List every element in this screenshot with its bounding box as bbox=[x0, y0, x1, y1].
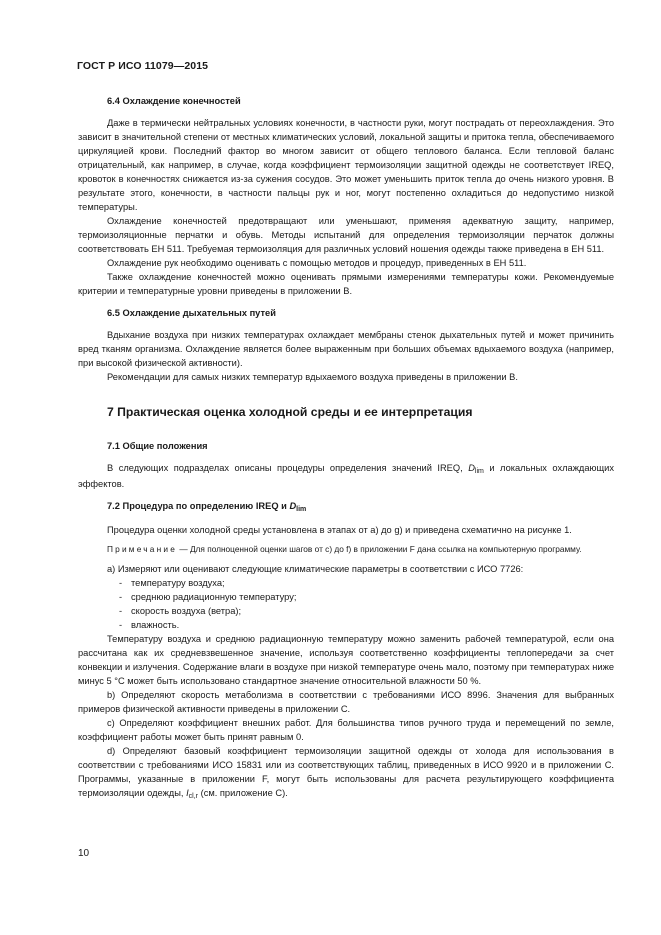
page-content bbox=[78, 94, 614, 802]
paragraph: Охлаждение рук необходимо оценивать с помощью методов и процедур, приведенных в ЕН 511. bbox=[107, 258, 527, 268]
heading-7: 7 Практическая оценка холодной среды и ее интерпретация bbox=[107, 405, 473, 419]
parameter-list bbox=[119, 576, 614, 632]
paragraph: Охлаждение конечностей предотвращают или уменьшают, применяя адекватную защиту, например, термоизоляционные перчатки и обувь. Методы испытаний для определения термоизоляции перчаток должны соответствовать ЕН 511. Требуемая термоизоляция для различных условий ношения одежды также приведена в ЕН 511. bbox=[78, 216, 614, 254]
paragraph: Даже в термически нейтральных условиях конечности, в частности руки, могут пострадать от переохлаждения. Это зависит в значительной степени от местных климатических условий, локальной защиты и притока тепла, обеспечиваемого циркуляцией крови. Последний фактор во многом зависит от общего теплового баланса. Если тепловой баланс отрицательный, как например, в случае, когда коэффициент термоизоляции защитной одежды не соответствует IREQ, кровоток в конечностях снижается из-за сужения сосудов. Это может уменьшить приток тепла до очень низкого уровня. В результате этого, конечности, в частности пальцы рук и ног, могут постепенно охладиться до недопустимо низкой температуры. bbox=[78, 118, 614, 212]
list-item: - влажность. bbox=[119, 620, 180, 630]
note-label: Примечание bbox=[107, 544, 178, 554]
paragraph: Вдыхание воздуха при низких температурах охлаждает мембраны стенок дыхательных путей и может причинить вред тканям организма. Охлаждение является более выраженным при больших объемах вдыхаемого воздуха (например, при высокой физической активности). bbox=[78, 330, 614, 368]
list-item: - среднюю радиационную температуру; bbox=[119, 592, 297, 602]
paragraph: Процедура оценки холодной среды установлена в этапах от а) до g) и приведена схематично на рисунке 1. bbox=[107, 525, 572, 535]
heading-7-1: 7.1 Общие положения bbox=[107, 441, 208, 451]
running-header: ГОСТ Р ИСО 11079—2015 bbox=[77, 60, 209, 72]
list-item: - температуру воздуха; bbox=[119, 578, 225, 588]
paragraph: d) Определяют базовый коэффициент термоизоляции защитной одежды от холода для использования в соответствии с требованиями ИСО 15831 или из соответствующих таблиц, приведенных в ИСО 9920 и в приложении С. Программы, указанные в приложении F, могут быть использованы для расчета результирующего коэффициента термоизоляции одежды, $I_{cl,r}$ (см. приложение С). bbox=[78, 746, 614, 800]
paragraph: с) Определяют коэффициент внешних работ. Для большинства типов ручного труда и перемещений по земле, коэффициент работы может быть принят равным 0. bbox=[78, 718, 614, 742]
heading-6-5: 6.5 Охлаждение дыхательных путей bbox=[107, 308, 276, 318]
paragraph: Рекомендации для самых низких температур вдыхаемого воздуха приведены в приложении В. bbox=[107, 372, 518, 382]
list-intro: а) Измеряют или оценивают следующие климатические параметры в соответствии с ИСО 7726: bbox=[107, 564, 524, 574]
heading-7-2: 7.2 Процедура по определению IREQ и $D_{lim}$ bbox=[107, 501, 307, 513]
page-number: 10 bbox=[78, 848, 90, 859]
list-item: - скорость воздуха (ветра); bbox=[119, 606, 242, 616]
paragraph: b) Определяют скорость метаболизма в соответствии с требованиями ИСО 8996. Значения для выбранных примеров физической активности приведены в приложении С. bbox=[78, 690, 614, 714]
heading-6-4: 6.4 Охлаждение конечностей bbox=[107, 96, 241, 106]
note: Примечание — Для полноценной оценки шагов от с) до f) в приложении F дана ссылка на компьютерную программу. bbox=[107, 544, 582, 554]
paragraph: Также охлаждение конечностей можно оценивать прямыми измерениями температуры кожи. Рекомендуемые критерии и температурные уровни приведены в приложении В. bbox=[78, 272, 614, 296]
paragraph: В следующих подразделах описаны процедуры определения значений IREQ, $D_{lim}$ и локальных охлаждающих эффектов. bbox=[78, 463, 614, 489]
paragraph: Температуру воздуха и среднюю радиационную температуру можно заменить рабочей температурой, если она рассчитана как их средневзвешенное значение, используя соответственно коэффициенты теплопередачи за счет конвекции и излучения. Содержание влаги в воздухе при низкой температуре очень мало, поэтому при температурах ниже минус 5 °C может быть использовано стандартное значение относительной влажности 50 %. bbox=[78, 634, 614, 686]
